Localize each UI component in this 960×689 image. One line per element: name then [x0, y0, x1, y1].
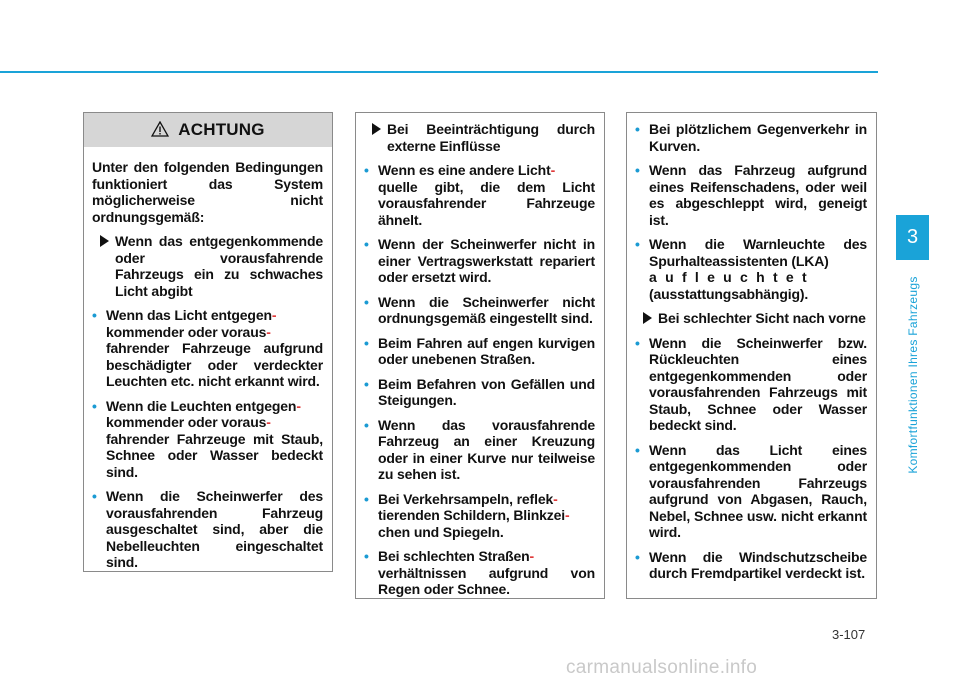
list-item: • Wenn das vorausfahrende Fahrzeug an einer Kreuzung oder in einer Kurve nur teilweise zu sehen ist. [364, 417, 595, 483]
page-number: 3-107 [832, 627, 866, 642]
list-item: • Wenn die Scheinwerfer nicht ordnungsgemäß eingestellt sind. [364, 294, 595, 327]
arrow-right-icon [100, 235, 109, 247]
warning-title: ACHTUNG [178, 119, 265, 139]
list-item: • Bei plötzlichem Gegenverkehr in Kurven. [635, 121, 867, 154]
list-item: Bei schlechter Sicht nach vorne [635, 310, 867, 327]
arrow-right-icon [372, 123, 381, 135]
chapter-label: Komfortfunktionen Ihres Fahrzeugs [906, 276, 920, 474]
list-item: • Wenn die Scheinwerfer bzw. Rückleuchten eines entgegenkommenden oder vorausfahrenden Fahrzeugs mit Staub, Schnee oder Wasser bedeckt sind. [635, 335, 867, 434]
arrow-right-icon [643, 312, 652, 324]
warning-header [84, 113, 332, 147]
warning-triangle-icon [151, 121, 169, 137]
content-box-2 [355, 112, 605, 599]
list-item: • Wenn das Licht eines entgegenkommenden oder vorausfahrenden Fahrzeugs aufgrund von Abgasen, Rauch, Nebel, Schnee usw. nicht erkannt wird. [635, 442, 867, 541]
list-item: • Wenn die Leuchten entgegen- kommender oder voraus- fahrender Fahrzeuge mit Staub, Schnee oder Wasser bedeckt sind. [92, 398, 323, 481]
list-item: • Wenn der Scheinwerfer nicht in einer Vertragswerkstatt repariert oder ersetzt wird. [364, 236, 595, 286]
list-item: • Wenn das Licht entgegen- kommender oder voraus- fahrender Fahrzeuge aufgrund beschädigter oder verdeckter Leuchten etc. nicht erkannt wird. [92, 307, 323, 390]
list-item: • Wenn die Warnleuchte des Spurhalteassistenten (LKA) aufleuchtet (ausstattungsabhängig). [635, 236, 867, 302]
list-item: Wenn das entgegenkommende oder vorausfahrende Fahrzeugs ein zu schwaches Licht abgibt [92, 233, 323, 299]
watermark: carmanualsonline.info [566, 657, 758, 678]
warning-box [83, 112, 333, 572]
list-item: • Beim Befahren von Gefällen und Steigungen. [364, 376, 595, 409]
list-item: • Beim Fahren auf engen kurvigen oder unebenen Straßen. [364, 335, 595, 368]
list-item: • Wenn die Scheinwerfer des vorausfahrenden Fahrzeug ausgeschaltet sind, aber die Nebelleuchten eingeschaltet sind. [92, 488, 323, 571]
list-item: • Wenn die Windschutzscheibe durch Fremdpartikel verdeckt ist. [635, 549, 867, 582]
list-item: • Wenn es eine andere Licht- quelle gibt, die dem Licht vorausfahrender Fahrzeuge ähnelt. [364, 162, 595, 228]
list-item: • Bei Verkehrsampeln, reflek- tierenden Schildern, Blinkzei- chen und Spiegeln. [364, 491, 595, 541]
top-rule [0, 71, 878, 73]
list-item: • Bei schlechten Straßen- verhältnissen aufgrund von Regen oder Schnee. [364, 548, 595, 598]
intro-text: Unter den folgenden Bedingungen funktioniert das System möglicherweise nicht ordnungsgemäß: [92, 159, 323, 225]
content-box-3 [626, 112, 877, 599]
list-item: Bei Beeinträchtigung durch externe Einflüsse [364, 121, 595, 154]
chapter-tab: 3 [896, 215, 929, 260]
list-item: • Wenn das Fahrzeug aufgrund eines Reifenschadens, oder weil es abgeschleppt wird, geneigt ist. [635, 162, 867, 228]
